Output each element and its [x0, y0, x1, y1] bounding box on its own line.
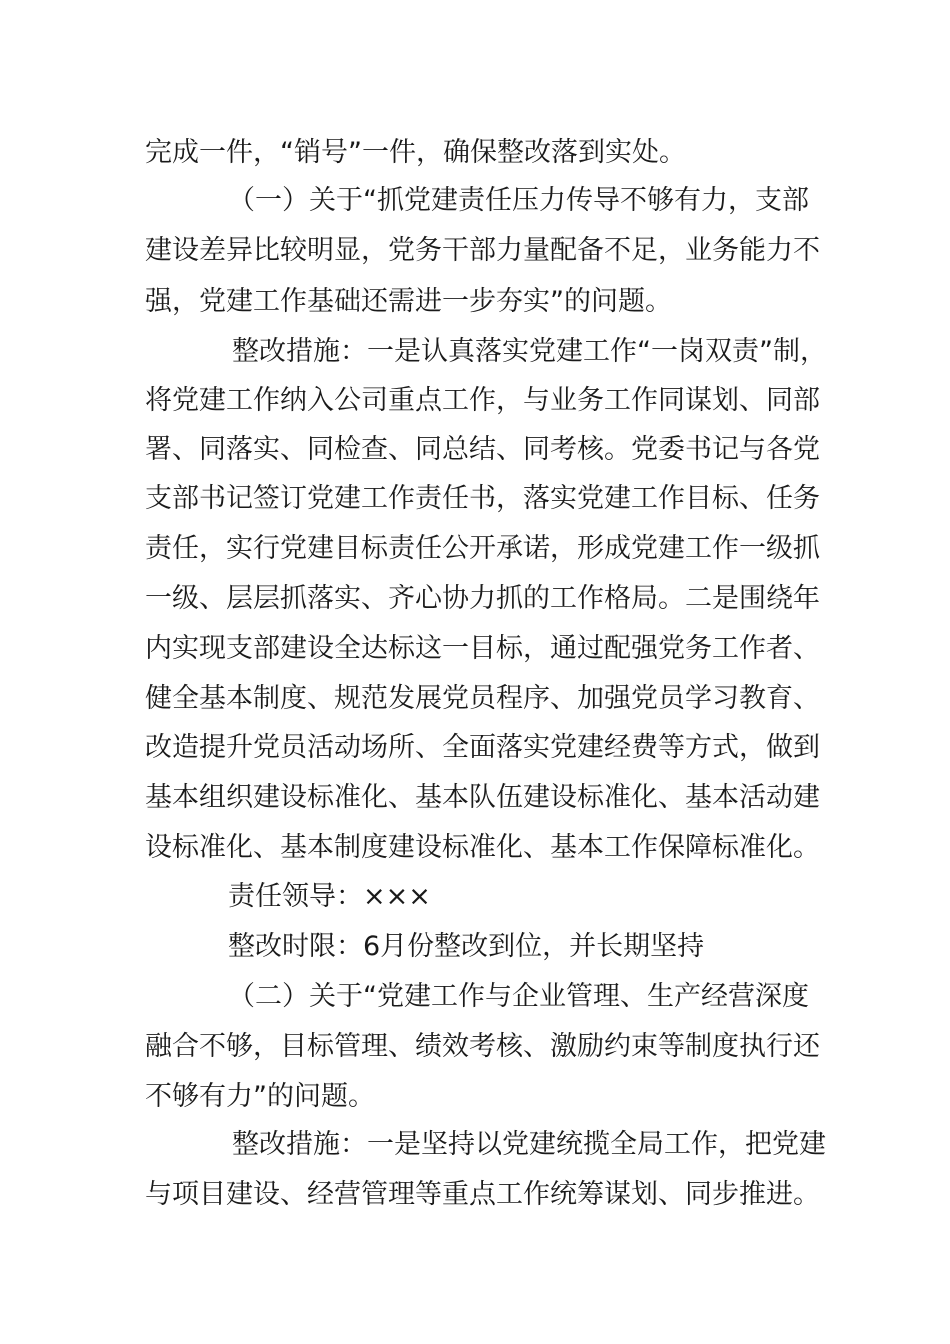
text-line: 支部书记签订党建工作责任书，落实党建工作目标、任务	[145, 483, 820, 514]
text-line: 不够有力”的问题。	[145, 1081, 375, 1112]
text-line: 建设差异比较明显，党务干部力量配备不足，业务能力不	[145, 235, 820, 266]
deadline: 整改时限：6月份整改到位，并长期坚持	[228, 931, 705, 962]
text-line: （一）关于“抓党建责任压力传导不够有力，支部	[228, 185, 809, 216]
text-line: 融合不够，目标管理、绩效考核、激励约束等制度执行还	[145, 1031, 820, 1062]
text-line: 一级、层层抓落实、齐心协力抓的工作格局。二是围绕年	[145, 583, 820, 614]
text-line: 改造提升党员活动场所、全面落实党建经费等方式，做到	[145, 732, 820, 763]
text-line: 设标准化、基本制度建设标准化、基本工作保障标准化。	[145, 832, 820, 863]
text-line: 署、同落实、同检查、同总结、同考核。党委书记与各党	[145, 434, 820, 465]
responsible-leader: 责任领导：×××	[228, 881, 431, 912]
text-line: 完成一件，“销号”一件，确保整改落到实处。	[145, 137, 686, 168]
text-line: 整改措施：一是坚持以党建统揽全局工作，把党建	[232, 1129, 826, 1160]
text-line: 责任，实行党建目标责任公开承诺，形成党建工作一级抓	[145, 533, 820, 564]
text-line: （二）关于“党建工作与企业管理、生产经营深度	[228, 981, 809, 1012]
text-line: 将党建工作纳入公司重点工作，与业务工作同谋划、同部	[145, 385, 820, 416]
text-line: 整改措施：一是认真落实党建工作“一岗双责”制，	[232, 336, 827, 367]
text-line: 基本组织建设标准化、基本队伍建设标准化、基本活动建	[145, 782, 820, 813]
text-line: 健全基本制度、规范发展党员程序、加强党员学习教育、	[145, 683, 820, 714]
text-line: 内实现支部建设全达标这一目标，通过配强党务工作者、	[145, 633, 820, 664]
text-line: 强，党建工作基础还需进一步夯实”的问题。	[145, 286, 672, 317]
text-line: 与项目建设、经营管理等重点工作统筹谋划、同步推进。	[145, 1179, 820, 1210]
